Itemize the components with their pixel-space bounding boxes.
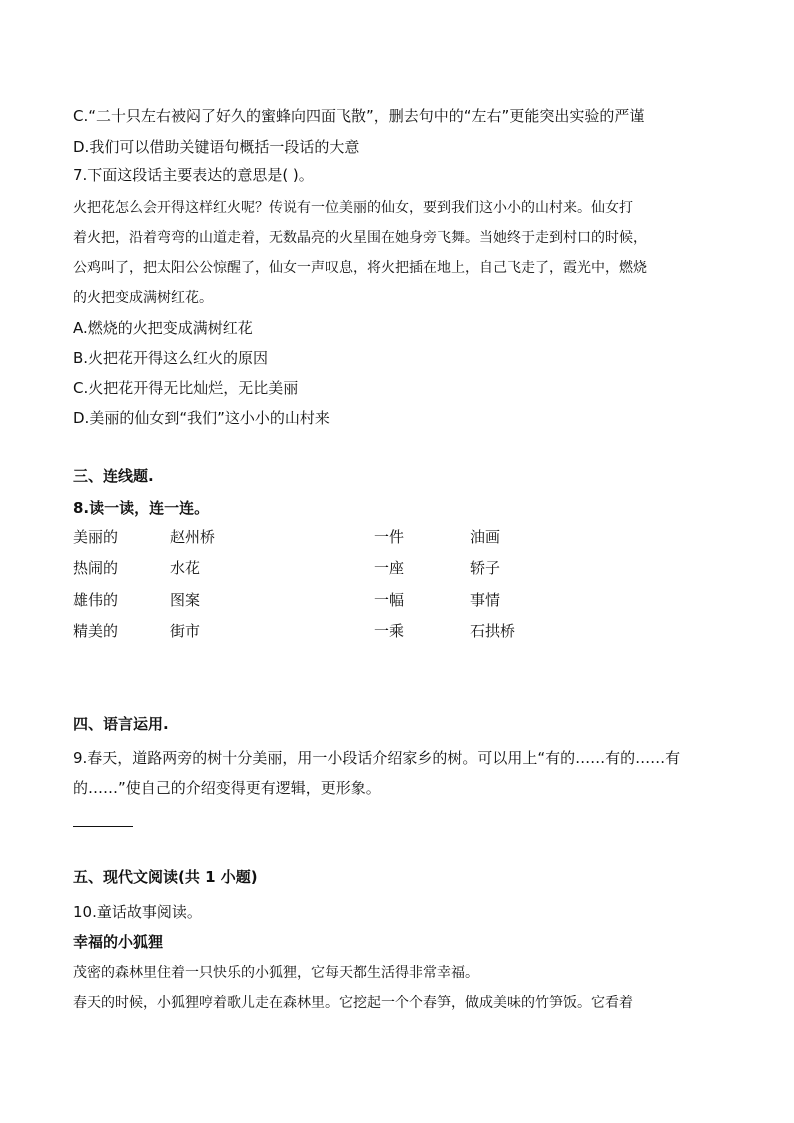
q7-option-d: D.美丽的仙女到“我们”这小小的山村来 (73, 409, 330, 427)
noun-item: 水花 (170, 559, 201, 577)
q6-option-c: C.“二十只左右被闷了好久的蜜蜂向四面飞散”，删去句中的“左右”更能突出实验的严谨 (73, 107, 645, 125)
passage-line: 的火把变成满树红花。 (73, 290, 213, 306)
noun-item: 图案 (170, 591, 201, 609)
q7-question: 7.下面这段话主要表达的意思是( )。 (73, 166, 314, 184)
adjective-item: 雄伟的 (73, 591, 119, 609)
story-line: 春天的时候，小狐狸哼着歌儿走在森林里。它挖起一个个春笋，做成美味的竹笋饭。它看着 (73, 995, 633, 1011)
story-line: 茂密的森林里住着一只快乐的小狐狸，它每天都生活得非常幸福。 (73, 965, 479, 981)
q8-title: 8.读一读，连一连。 (73, 499, 210, 517)
q9-line-2: 的……”使自己的介绍变得更有逻辑，更形象。 (73, 779, 381, 797)
adjective-item: 精美的 (73, 622, 119, 640)
measure-item: 一幅 (374, 591, 405, 609)
noun-item: 街市 (170, 622, 201, 640)
adjective-item: 热闹的 (73, 559, 119, 577)
object-item: 油画 (470, 528, 501, 546)
q7-option-b: B.火把花开得这么红火的原因 (73, 349, 269, 367)
passage-line: 着火把，沿着弯弯的山道走着，无数晶亮的火星围在她身旁飞舞。当她终于走到村口的时候， (73, 230, 647, 246)
section4-heading: 四、语言运用. (73, 715, 169, 733)
q7-option-a: A.燃烧的火把变成满树红花 (73, 319, 253, 337)
adjective-item: 美丽的 (73, 528, 119, 546)
object-item: 事情 (470, 591, 501, 609)
section3-heading: 三、连线题. (73, 467, 154, 485)
q9-line-1: 9.春天，道路两旁的树十分美丽，用一小段话介绍家乡的树。可以用上“有的……有的……有 (73, 749, 681, 767)
q7-option-c: C.火把花开得无比灿烂，无比美丽 (73, 379, 299, 397)
measure-item: 一件 (374, 528, 405, 546)
answer-blank-line (73, 826, 133, 827)
object-item: 石拱桥 (470, 622, 516, 640)
q6-option-d: D.我们可以借助关键语句概括一段话的大意 (73, 138, 360, 156)
noun-item: 赵州桥 (170, 528, 216, 546)
measure-item: 一座 (374, 559, 405, 577)
passage-line: 公鸡叫了，把太阳公公惊醒了，仙女一声叹息，将火把插在地上，自己飞走了，霞光中，燃烧 (73, 260, 647, 276)
passage-line: 火把花怎么会开得这样红火呢？传说有一位美丽的仙女，要到我们这小小的山村来。仙女打 (73, 200, 633, 216)
object-item: 轿子 (470, 559, 501, 577)
section5-heading: 五、现代文阅读(共 1 小题) (73, 868, 258, 886)
story-title: 幸福的小狐狸 (73, 933, 164, 951)
q10-title: 10.童话故事阅读。 (73, 903, 202, 921)
measure-item: 一乘 (374, 622, 405, 640)
